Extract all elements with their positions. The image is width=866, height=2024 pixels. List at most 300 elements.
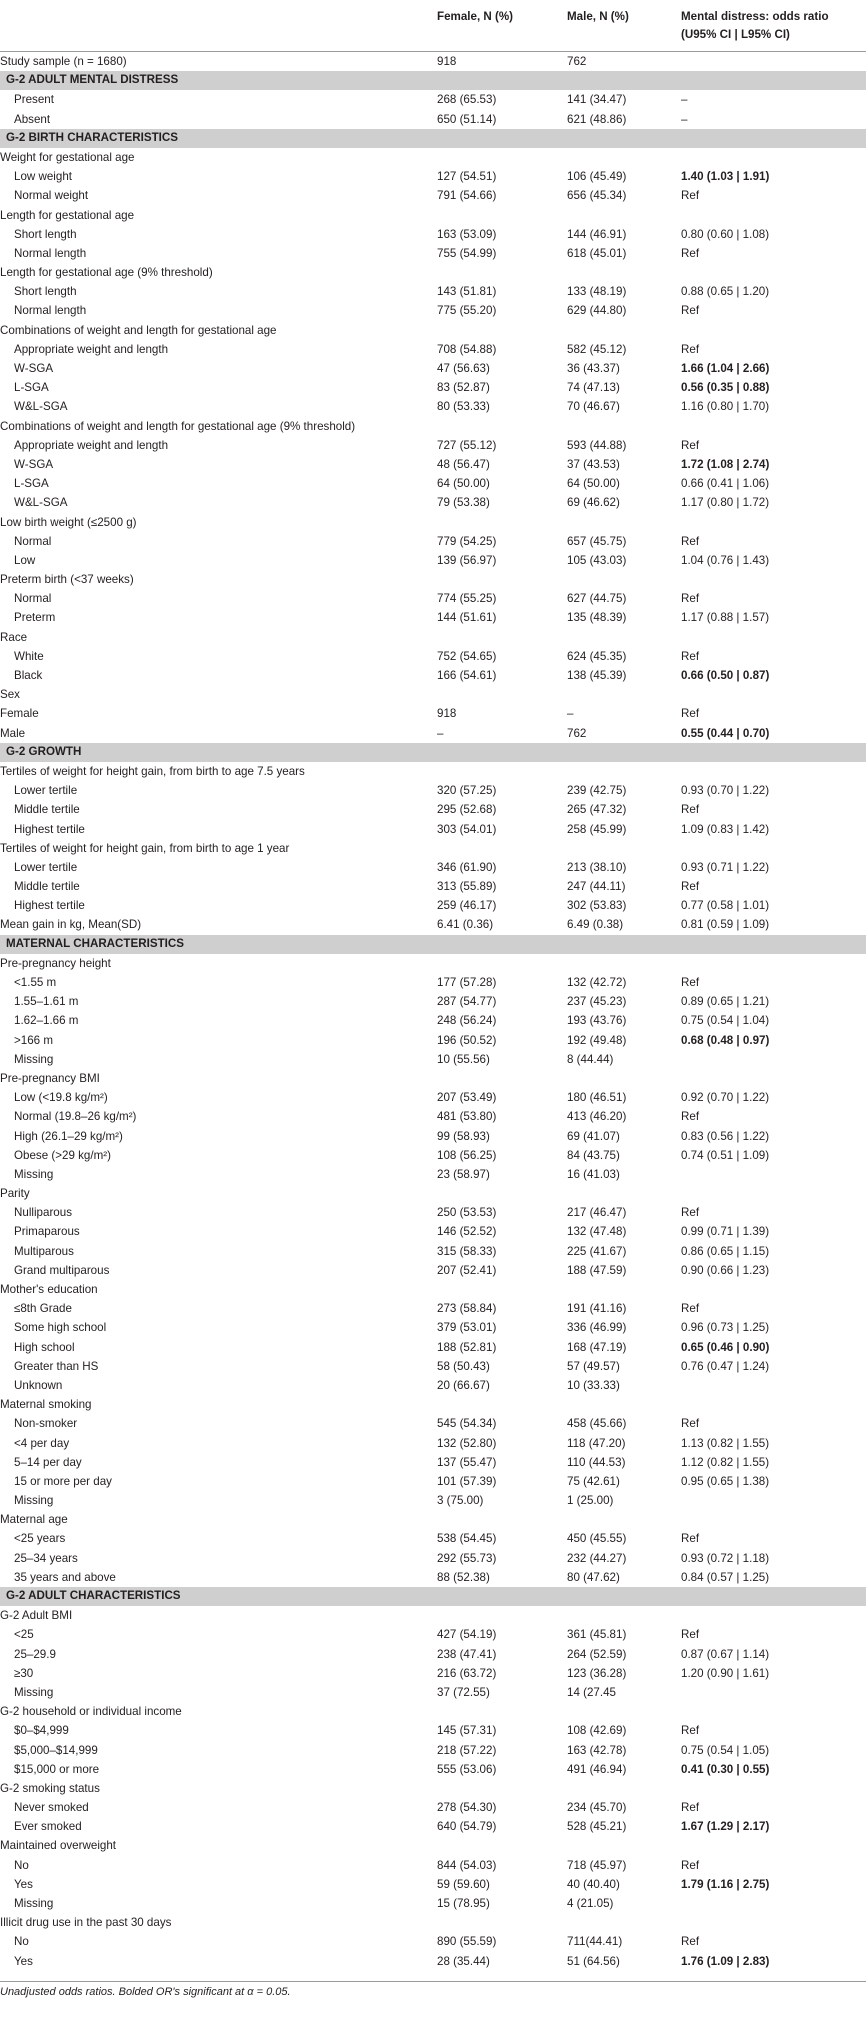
female-cell: 196 (50.52) xyxy=(437,1033,497,1047)
row-label: Missing xyxy=(14,1685,54,1699)
female-cell: 47 (56.63) xyxy=(437,362,490,375)
row-label: Missing xyxy=(14,1052,54,1066)
female-cell: 650 (51.14) xyxy=(437,112,497,126)
table-row xyxy=(0,1261,866,1280)
male-cell: 258 (45.99) xyxy=(567,822,627,836)
female-cell: 99 (58.93) xyxy=(437,1129,490,1143)
odds-ratio-cell: 0.55 (0.44 | 0.70) xyxy=(681,726,770,740)
row-label: High school xyxy=(14,1340,75,1354)
row-label: No xyxy=(14,1935,29,1949)
table-row xyxy=(0,1913,866,1932)
table-row xyxy=(0,1664,866,1683)
row-label: 1.55–1.61 m xyxy=(14,995,79,1009)
row-label: Missing xyxy=(14,1494,54,1508)
male-cell: 265 (47.32) xyxy=(567,803,627,817)
row-label: Appropriate weight and length xyxy=(14,438,169,452)
table-row xyxy=(0,685,866,704)
row-label: <25 xyxy=(14,1628,34,1642)
table-row xyxy=(0,1338,866,1357)
row-label: Preterm xyxy=(14,611,56,625)
table-row xyxy=(0,724,866,743)
male-cell: 593 (44.88) xyxy=(567,438,627,452)
male-cell: 70 (46.67) xyxy=(567,400,620,414)
table-row xyxy=(0,1702,866,1721)
odds-ratio-cell: 1.13 (0.82 | 1.55) xyxy=(681,1436,770,1450)
female-cell: 3 (75.00) xyxy=(437,1494,484,1508)
odds-ratio-cell: 1.20 (0.90 | 1.61) xyxy=(681,1666,770,1680)
female-cell: 88 (52.38) xyxy=(437,1570,490,1584)
female-cell: 752 (54.65) xyxy=(437,649,497,663)
odds-ratio-cell: Ref xyxy=(681,1801,700,1815)
table-row xyxy=(0,954,866,973)
table-row xyxy=(0,301,866,320)
table-row xyxy=(0,474,866,493)
odds-ratio-cell: 0.68 (0.48 | 0.97) xyxy=(681,1033,770,1047)
row-label: Combinations of weight and length for gestational age xyxy=(0,323,277,337)
female-cell: 890 (55.59) xyxy=(437,1935,497,1949)
row-label: W&L-SGA xyxy=(14,400,68,414)
table-row xyxy=(0,186,866,205)
male-cell: 336 (46.99) xyxy=(567,1321,627,1335)
odds-ratio-cell: 0.99 (0.71 | 1.39) xyxy=(681,1225,770,1239)
row-label: Weight for gestational age xyxy=(0,150,135,164)
row-label: Yes xyxy=(14,1877,33,1891)
odds-ratio-cell: 0.93 (0.72 | 1.18) xyxy=(681,1551,770,1565)
female-cell: 23 (58.97) xyxy=(437,1167,490,1181)
row-label: Highest tertile xyxy=(14,822,85,836)
odds-ratio-cell: Ref xyxy=(681,976,700,989)
male-cell: 132 (42.72) xyxy=(567,976,627,989)
table-row xyxy=(0,1741,866,1760)
section-header: G-2 GROWTH xyxy=(0,743,866,762)
female-cell: 58 (50.43) xyxy=(437,1359,490,1373)
row-label: Normal length xyxy=(14,304,87,318)
male-cell: 51 (64.56) xyxy=(567,1954,620,1968)
odds-ratio-cell: Ref xyxy=(681,189,700,203)
male-cell: 105 (43.03) xyxy=(567,553,627,567)
table-row xyxy=(0,992,866,1011)
odds-ratio-cell: – xyxy=(681,112,688,126)
odds-ratio-cell: 0.93 (0.70 | 1.22) xyxy=(681,784,770,798)
male-cell: 762 xyxy=(567,55,587,68)
male-cell: 80 (47.62) xyxy=(567,1570,620,1584)
odds-ratio-cell: 0.56 (0.35 | 0.88) xyxy=(681,381,770,395)
table-row xyxy=(0,1568,866,1587)
table-body xyxy=(0,52,866,1971)
male-cell: 40 (40.40) xyxy=(567,1877,620,1891)
male-cell: 37 (43.53) xyxy=(567,457,620,471)
row-label: Parity xyxy=(0,1187,30,1201)
row-label: Maintained overweight xyxy=(0,1839,117,1853)
male-cell: 193 (43.76) xyxy=(567,1014,627,1028)
table-row xyxy=(0,915,866,934)
row-label: Preterm birth (<37 weeks) xyxy=(0,573,134,587)
table-row xyxy=(0,1510,866,1529)
female-cell: 775 (55.20) xyxy=(437,304,497,318)
table-row xyxy=(0,244,866,263)
row-label: Length for gestational age (9% threshold) xyxy=(0,266,213,280)
male-cell: 627 (44.75) xyxy=(567,592,627,606)
row-label: Never smoked xyxy=(14,1801,89,1815)
male-cell: 8 (44.44) xyxy=(567,1052,614,1066)
odds-ratio-cell: Ref xyxy=(681,1417,700,1431)
row-label: Yes xyxy=(14,1954,33,1968)
odds-ratio-cell: 0.88 (0.65 | 1.20) xyxy=(681,285,770,299)
male-cell: 1 (25.00) xyxy=(567,1494,614,1508)
odds-ratio-cell: 0.75 (0.54 | 1.04) xyxy=(681,1014,770,1028)
table-row xyxy=(0,340,866,359)
table-row xyxy=(0,973,866,992)
row-label: Short length xyxy=(14,227,77,241)
table-row xyxy=(0,781,866,800)
table-row xyxy=(0,1069,866,1088)
male-cell: 163 (42.78) xyxy=(567,1743,627,1757)
row-label: Tertiles of weight for height gain, from birth to age 7.5 years xyxy=(0,764,305,778)
row-label: <25 years xyxy=(14,1532,66,1546)
male-cell: 629 (44.80) xyxy=(567,304,627,318)
female-cell: 287 (54.77) xyxy=(437,995,497,1009)
table-row xyxy=(0,378,866,397)
male-cell: 57 (49.57) xyxy=(567,1359,620,1373)
row-label: <1.55 m xyxy=(14,976,57,989)
row-label: Maternal age xyxy=(0,1513,68,1527)
row-label: Pre-pregnancy BMI xyxy=(0,1071,100,1085)
row-label: Non-smoker xyxy=(14,1417,78,1431)
odds-ratio-cell: Ref xyxy=(681,438,700,452)
table-row xyxy=(0,551,866,570)
female-cell: 137 (55.47) xyxy=(437,1455,497,1469)
male-cell: 14 (27.45 xyxy=(567,1685,616,1699)
female-cell: 918 xyxy=(437,55,457,68)
row-label: Mean gain in kg, Mean(SD) xyxy=(0,918,142,932)
row-label: Race xyxy=(0,630,28,644)
odds-ratio-cell: 0.66 (0.41 | 1.06) xyxy=(681,477,770,491)
female-cell: 188 (52.81) xyxy=(437,1340,497,1354)
odds-ratio-cell: – xyxy=(681,93,688,107)
row-label: Pre-pregnancy height xyxy=(0,956,111,970)
male-cell: 192 (49.48) xyxy=(567,1033,627,1047)
male-cell: 225 (41.67) xyxy=(567,1244,627,1258)
female-cell: 918 xyxy=(437,707,457,721)
female-cell: 755 (54.99) xyxy=(437,246,497,260)
male-cell: 180 (46.51) xyxy=(567,1091,627,1105)
male-cell: 188 (47.59) xyxy=(567,1263,627,1277)
female-cell: 320 (57.25) xyxy=(437,784,497,798)
row-label: G-2 household or individual income xyxy=(0,1705,182,1719)
female-cell: 774 (55.25) xyxy=(437,592,497,606)
odds-ratio-cell: Ref xyxy=(681,803,700,817)
table-row xyxy=(0,820,866,839)
female-cell: 127 (54.51) xyxy=(437,170,497,184)
odds-ratio-cell: 1.17 (0.88 | 1.57) xyxy=(681,611,770,625)
odds-ratio-cell: 1.67 (1.29 | 2.17) xyxy=(681,1820,770,1834)
odds-ratio-cell: 0.83 (0.56 | 1.22) xyxy=(681,1129,770,1143)
female-cell: 80 (53.33) xyxy=(437,400,490,414)
female-cell: 555 (53.06) xyxy=(437,1762,497,1776)
male-cell: 36 (43.37) xyxy=(567,362,620,375)
table-row xyxy=(0,1376,866,1395)
male-cell: 69 (46.62) xyxy=(567,496,620,510)
row-label: Male xyxy=(0,726,26,740)
table-row xyxy=(0,896,866,915)
table-row xyxy=(0,839,866,858)
table-row xyxy=(0,1357,866,1376)
row-label: Low (<19.8 kg/m²) xyxy=(14,1091,108,1105)
table-row xyxy=(0,800,866,819)
table-row xyxy=(0,1625,866,1644)
table-row xyxy=(0,1491,866,1510)
row-label: Combinations of weight and length for gestational age (9% threshold) xyxy=(0,419,356,433)
odds-ratio-cell: Ref xyxy=(681,304,700,318)
odds-ratio-cell: Ref xyxy=(681,534,700,548)
odds-ratio-cell: 1.12 (0.82 | 1.55) xyxy=(681,1455,770,1469)
row-label: Lower tertile xyxy=(14,784,78,798)
male-cell: 135 (48.39) xyxy=(567,611,627,625)
male-cell: 191 (41.16) xyxy=(567,1302,627,1316)
male-cell: 213 (38.10) xyxy=(567,860,627,874)
odds-ratio-cell: 1.17 (0.80 | 1.72) xyxy=(681,496,770,510)
male-cell: 64 (50.00) xyxy=(567,477,620,491)
row-label: Unknown xyxy=(14,1378,63,1392)
table-row xyxy=(0,206,866,225)
male-cell: 84 (43.75) xyxy=(567,1148,620,1162)
row-label: Lower tertile xyxy=(14,860,78,874)
female-cell: 481 (53.80) xyxy=(437,1110,497,1124)
row-label: G-2 Adult BMI xyxy=(0,1609,73,1623)
odds-ratio-cell: 1.72 (1.08 | 2.74) xyxy=(681,457,770,471)
female-cell: 268 (65.53) xyxy=(437,93,497,107)
male-cell: 711(44.41) xyxy=(567,1935,623,1949)
male-cell: 264 (52.59) xyxy=(567,1647,627,1661)
table-row xyxy=(0,1875,866,1894)
odds-ratio-cell: Ref xyxy=(681,1532,700,1546)
row-label: Greater than HS xyxy=(14,1359,99,1373)
table-row xyxy=(0,417,866,436)
female-cell: 313 (55.89) xyxy=(437,880,497,894)
table-row xyxy=(0,1453,866,1472)
row-label: Middle tertile xyxy=(14,803,80,817)
table-row xyxy=(0,90,866,109)
row-label: G-2 smoking status xyxy=(0,1781,100,1795)
row-label: ≥30 xyxy=(14,1666,34,1680)
row-label: 5–14 per day xyxy=(14,1455,82,1469)
male-cell: 582 (45.12) xyxy=(567,342,627,356)
female-cell: 79 (53.38) xyxy=(437,496,490,510)
female-cell: 132 (52.80) xyxy=(437,1436,497,1450)
table-row xyxy=(0,1683,866,1702)
odds-ratio-cell: 0.86 (0.65 | 1.15) xyxy=(681,1244,770,1258)
row-label: Low weight xyxy=(14,170,73,184)
odds-ratio-cell: 0.41 (0.30 | 0.55) xyxy=(681,1762,770,1776)
section-header: G-2 ADULT CHARACTERISTICS xyxy=(0,1587,866,1606)
table-row xyxy=(0,1107,866,1126)
header-or-line1: Mental distress: odds ratio xyxy=(681,10,829,23)
male-cell: 132 (47.48) xyxy=(567,1225,627,1239)
odds-ratio-cell: Ref xyxy=(681,1206,700,1220)
table-row xyxy=(0,359,866,378)
female-cell: 144 (51.61) xyxy=(437,611,497,625)
male-cell: 144 (46.91) xyxy=(567,227,627,241)
header-odds-ratio xyxy=(681,8,829,44)
male-cell: 133 (48.19) xyxy=(567,285,627,299)
table-row xyxy=(0,455,866,474)
female-cell: 101 (57.39) xyxy=(437,1474,497,1488)
female-cell: 779 (54.25) xyxy=(437,534,497,548)
table-row xyxy=(0,282,866,301)
male-cell: 450 (45.55) xyxy=(567,1532,627,1546)
male-cell: 10 (33.33) xyxy=(567,1378,620,1392)
row-label: Maternal smoking xyxy=(0,1398,92,1412)
odds-ratio-cell: 0.80 (0.60 | 1.08) xyxy=(681,227,770,241)
row-label: Missing xyxy=(14,1167,54,1181)
table-row xyxy=(0,1856,866,1875)
odds-ratio-cell: 0.84 (0.57 | 1.25) xyxy=(681,1570,770,1584)
male-cell: 16 (41.03) xyxy=(567,1167,620,1181)
row-label: Sex xyxy=(0,688,20,702)
table-row xyxy=(0,1645,866,1664)
female-cell: 303 (54.01) xyxy=(437,822,497,836)
table-row xyxy=(0,1760,866,1779)
odds-ratio-cell: Ref xyxy=(681,1628,700,1642)
male-cell: 239 (42.75) xyxy=(567,784,627,798)
odds-ratio-cell: 0.66 (0.50 | 0.87) xyxy=(681,669,770,682)
female-cell: 177 (57.28) xyxy=(437,976,497,989)
female-cell: 10 (55.56) xyxy=(437,1052,490,1066)
section-header: MATERNAL CHARACTERISTICS xyxy=(0,935,866,954)
female-cell: 791 (54.66) xyxy=(437,189,497,203)
row-label: Mother's education xyxy=(0,1283,98,1296)
male-cell: 491 (46.94) xyxy=(567,1762,627,1776)
row-label: $0–$4,999 xyxy=(14,1724,69,1738)
row-label: L-SGA xyxy=(14,381,49,395)
row-label: Multiparous xyxy=(14,1244,74,1258)
male-cell: 138 (45.39) xyxy=(567,669,627,682)
table-row xyxy=(0,1395,866,1414)
table-row xyxy=(0,1779,866,1798)
table-row xyxy=(0,397,866,416)
odds-ratio-cell: 0.89 (0.65 | 1.21) xyxy=(681,995,770,1009)
table-row xyxy=(0,1434,866,1453)
male-cell: 624 (45.35) xyxy=(567,649,627,663)
male-cell: 232 (44.27) xyxy=(567,1551,627,1565)
table-row xyxy=(0,1242,866,1261)
female-cell: 6.41 (0.36) xyxy=(437,918,494,932)
table-row xyxy=(0,1203,866,1222)
row-label: Primaparous xyxy=(14,1225,80,1239)
row-label: 35 years and above xyxy=(14,1570,116,1584)
table-row xyxy=(0,647,866,666)
female-cell: 273 (58.84) xyxy=(437,1302,497,1316)
row-label: 25–29.9 xyxy=(14,1647,56,1661)
male-cell: 110 (44.53) xyxy=(567,1455,626,1469)
table-row xyxy=(0,436,866,455)
odds-ratio-cell: Ref xyxy=(681,342,700,356)
odds-ratio-cell: 0.92 (0.70 | 1.22) xyxy=(681,1091,770,1105)
odds-ratio-cell: Ref xyxy=(681,649,700,663)
row-label: W-SGA xyxy=(14,457,54,471)
female-cell: 278 (54.30) xyxy=(437,1801,497,1815)
table-row xyxy=(0,1472,866,1491)
row-label: High (26.1–29 kg/m²) xyxy=(14,1129,123,1143)
table-row xyxy=(0,52,866,71)
table-row xyxy=(0,1127,866,1146)
male-cell: 621 (48.86) xyxy=(567,112,627,126)
table-row xyxy=(0,513,866,532)
table-row xyxy=(0,1318,866,1337)
row-label: Highest tertile xyxy=(14,899,85,913)
row-label: Illicit drug use in the past 30 days xyxy=(0,1916,172,1930)
female-cell: 259 (46.17) xyxy=(437,899,497,913)
table-row xyxy=(0,1817,866,1836)
table-row xyxy=(0,1836,866,1855)
male-cell: – xyxy=(567,707,574,721)
row-label: Study sample (n = 1680) xyxy=(0,55,127,68)
table-row xyxy=(0,1894,866,1913)
row-label: Length for gestational age xyxy=(0,208,135,222)
odds-ratio-cell: 0.95 (0.65 | 1.38) xyxy=(681,1474,770,1488)
male-cell: 69 (41.07) xyxy=(567,1129,620,1143)
row-label: Normal weight xyxy=(14,189,89,203)
female-cell: 640 (54.79) xyxy=(437,1820,497,1834)
female-cell: 146 (52.52) xyxy=(437,1225,497,1239)
row-label: Nulliparous xyxy=(14,1206,72,1220)
odds-ratio-cell: 0.81 (0.59 | 1.09) xyxy=(681,918,770,932)
row-label: 1.62–1.66 m xyxy=(14,1014,79,1028)
female-cell: 20 (66.67) xyxy=(437,1378,490,1392)
row-label: Normal (19.8–26 kg/m²) xyxy=(14,1110,137,1124)
female-cell: 727 (55.12) xyxy=(437,438,497,452)
table-row xyxy=(0,1414,866,1433)
female-cell: 708 (54.88) xyxy=(437,342,497,356)
row-label: White xyxy=(14,649,44,663)
table-row xyxy=(0,1721,866,1740)
header-female: Female, N (%) xyxy=(437,10,514,23)
male-cell: 4 (21.05) xyxy=(567,1897,614,1910)
male-cell: 458 (45.66) xyxy=(567,1417,627,1431)
row-label: Short length xyxy=(14,285,77,299)
table-row xyxy=(0,1088,866,1107)
female-cell: 48 (56.47) xyxy=(437,457,490,471)
female-cell: 346 (61.90) xyxy=(437,860,497,874)
row-label: W-SGA xyxy=(14,362,54,375)
table-row xyxy=(0,628,866,647)
female-cell: 59 (59.60) xyxy=(437,1877,490,1891)
table-row xyxy=(0,1184,866,1203)
header-male: Male, N (%) xyxy=(567,10,629,23)
odds-ratio-cell: 1.16 (0.80 | 1.70) xyxy=(681,400,770,414)
section-header: G-2 ADULT MENTAL DISTRESS xyxy=(0,71,866,90)
row-label: Absent xyxy=(14,112,51,126)
male-cell: 118 (47.20) xyxy=(567,1436,626,1450)
female-cell: 83 (52.87) xyxy=(437,381,490,395)
table-row xyxy=(0,167,866,186)
section-header: G-2 BIRTH CHARACTERISTICS xyxy=(0,129,866,148)
row-label: Missing xyxy=(14,1897,54,1910)
male-cell: 106 (45.49) xyxy=(567,170,627,184)
table-row xyxy=(0,1146,866,1165)
male-cell: 237 (45.23) xyxy=(567,995,627,1009)
table-row xyxy=(0,762,866,781)
female-cell: 379 (53.01) xyxy=(437,1321,497,1335)
female-cell: 163 (53.09) xyxy=(437,227,497,241)
row-label: Grand multiparous xyxy=(14,1263,110,1277)
male-cell: 74 (47.13) xyxy=(567,381,620,395)
row-label: >166 m xyxy=(14,1033,53,1047)
table-row xyxy=(0,1031,866,1050)
table-row xyxy=(0,858,866,877)
male-cell: 528 (45.21) xyxy=(567,1820,627,1834)
odds-ratio-cell: 0.74 (0.51 | 1.09) xyxy=(681,1148,770,1162)
